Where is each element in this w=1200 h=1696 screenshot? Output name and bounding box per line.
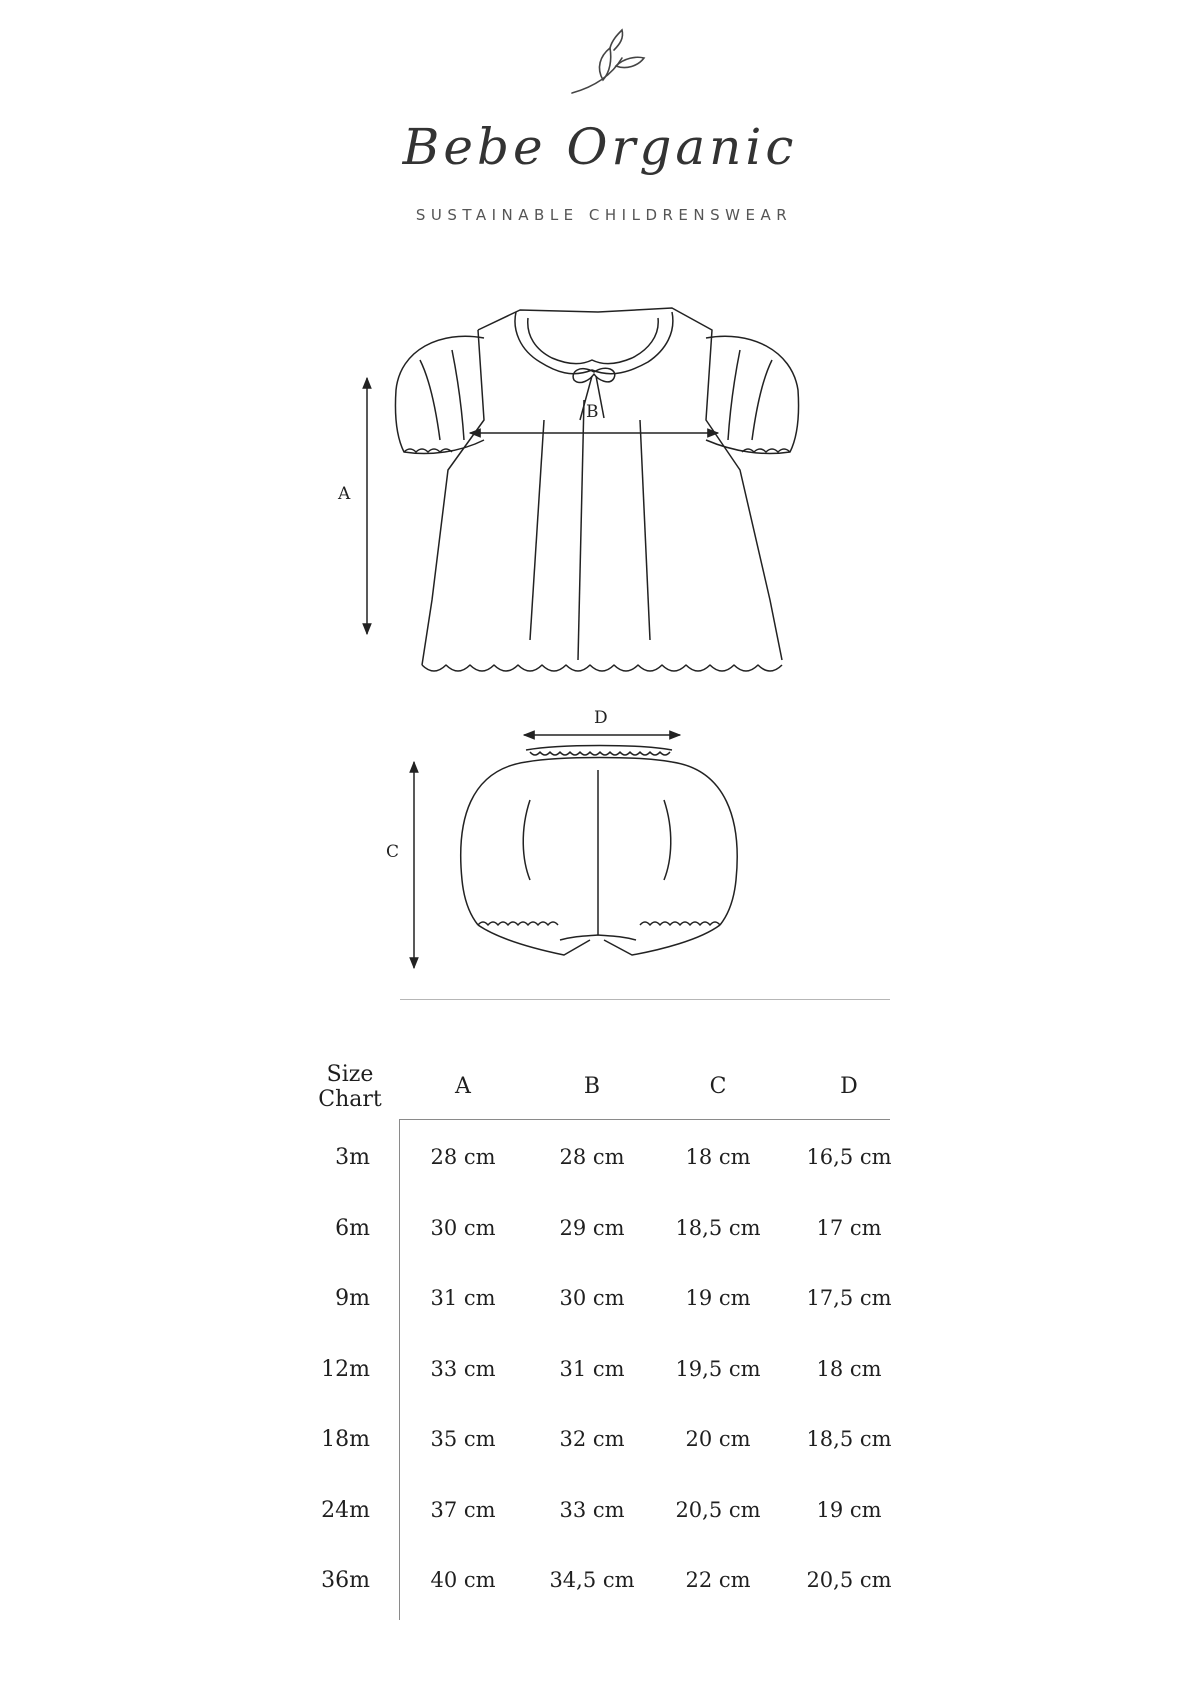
- size-label-12m: 12m: [321, 1357, 370, 1382]
- size-label-18m: 18m: [321, 1427, 370, 1452]
- cell-36m-b: 34,5 cm: [549, 1568, 635, 1592]
- cell-24m-b: 33 cm: [559, 1498, 625, 1522]
- cell-6m-b: 29 cm: [559, 1216, 625, 1240]
- size-label-6m: 6m: [335, 1216, 370, 1241]
- cell-3m-b: 28 cm: [559, 1145, 625, 1169]
- cell-6m-d: 17 cm: [816, 1216, 882, 1240]
- cell-12m-b: 31 cm: [559, 1357, 625, 1381]
- corner-line-2: Chart: [318, 1087, 382, 1112]
- cell-18m-c: 20 cm: [685, 1427, 751, 1451]
- size-label-3m: 3m: [335, 1145, 370, 1170]
- size-label-36m: 36m: [321, 1568, 370, 1593]
- cell-3m-a: 28 cm: [430, 1145, 496, 1169]
- cell-36m-a: 40 cm: [430, 1568, 496, 1592]
- cell-12m-d: 18 cm: [816, 1357, 882, 1381]
- table-header-rule-line: [399, 1119, 890, 1120]
- cell-9m-c: 19 cm: [685, 1286, 751, 1310]
- cell-36m-d: 20,5 cm: [806, 1568, 892, 1592]
- cell-6m-c: 18,5 cm: [675, 1216, 761, 1240]
- cell-6m-a: 30 cm: [430, 1216, 496, 1240]
- dimension-b-label: B: [586, 402, 599, 422]
- size-label-24m: 24m: [321, 1498, 370, 1523]
- size-label-9m: 9m: [335, 1286, 370, 1311]
- dimension-d-label: D: [594, 708, 608, 728]
- column-header-b: B: [583, 1074, 601, 1099]
- cell-9m-d: 17,5 cm: [806, 1286, 892, 1310]
- brand-name: Bebe Organic: [402, 118, 798, 176]
- cell-12m-a: 33 cm: [430, 1357, 496, 1381]
- cell-24m-d: 19 cm: [816, 1498, 882, 1522]
- cell-18m-d: 18,5 cm: [806, 1427, 892, 1451]
- cell-9m-a: 31 cm: [430, 1286, 496, 1310]
- cell-18m-b: 32 cm: [559, 1427, 625, 1451]
- size-chart-corner: [310, 1062, 390, 1112]
- corner-line-1: Size: [326, 1062, 374, 1087]
- cell-3m-c: 18 cm: [685, 1145, 751, 1169]
- cell-3m-d: 16,5 cm: [806, 1145, 892, 1169]
- column-header-a: A: [455, 1074, 471, 1099]
- cell-18m-a: 35 cm: [430, 1427, 496, 1451]
- cell-12m-c: 19,5 cm: [675, 1357, 761, 1381]
- cell-9m-b: 30 cm: [559, 1286, 625, 1310]
- cell-24m-a: 37 cm: [430, 1498, 496, 1522]
- cell-24m-c: 20,5 cm: [675, 1498, 761, 1522]
- dimension-c-label: C: [386, 842, 400, 862]
- brand-tagline: SUSTAINABLE CHILDRENSWEAR: [415, 206, 793, 224]
- table-vertical-rule: [399, 1120, 400, 1620]
- cell-36m-c: 22 cm: [685, 1568, 751, 1592]
- column-header-d: D: [840, 1074, 858, 1099]
- column-header-c: C: [709, 1074, 727, 1099]
- dimension-a-label: A: [338, 484, 351, 504]
